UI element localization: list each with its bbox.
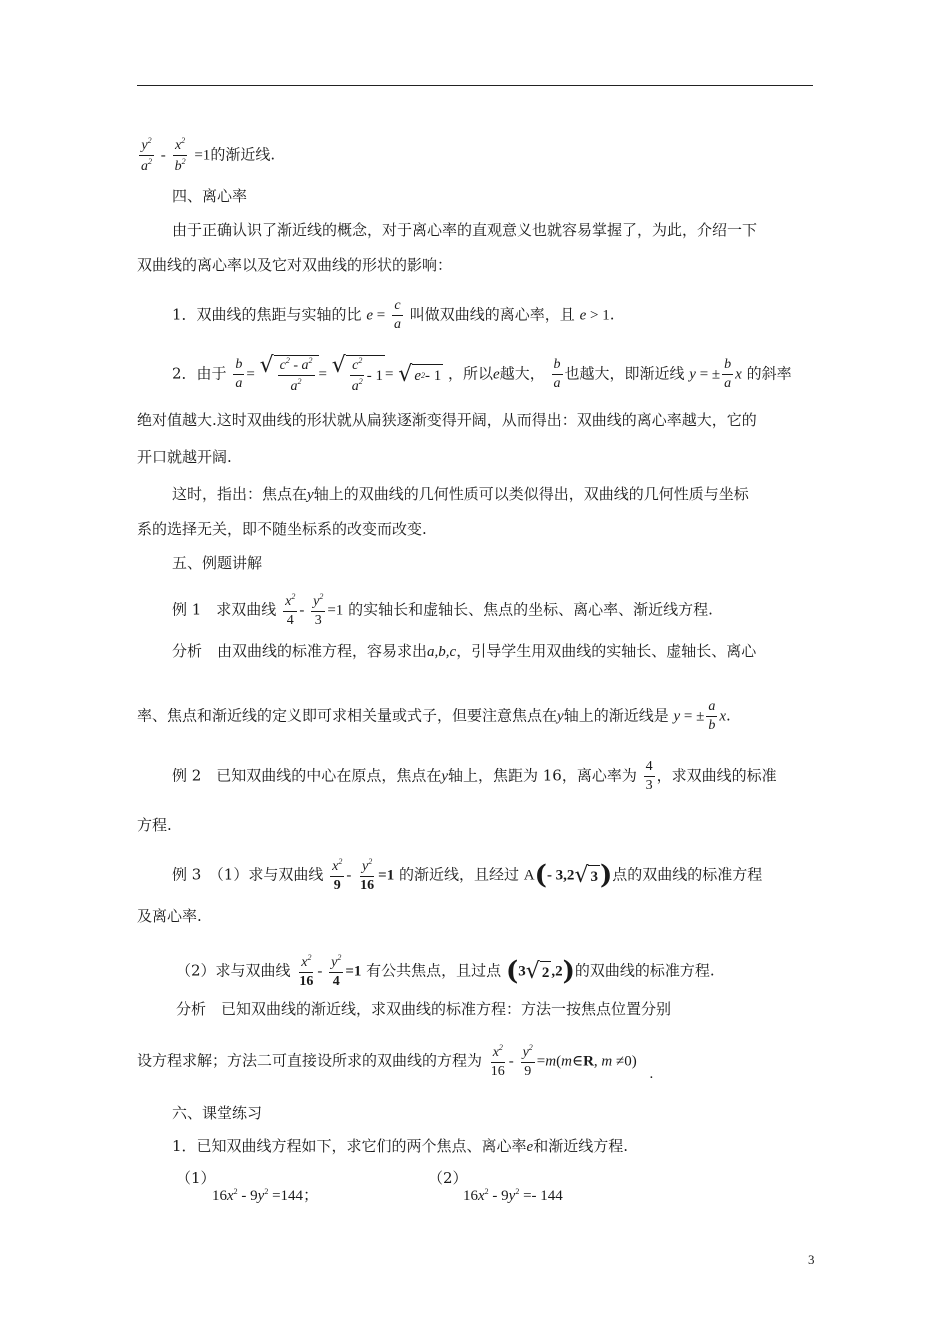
section-heading: 五、例题讲解 — [172, 554, 263, 572]
text: 例 2 已知双曲线的中心在原点，焦点在 — [172, 766, 442, 785]
text: 的斜率 — [746, 364, 792, 383]
fraction: $\frac{x^2}{16}$ — [299, 953, 314, 989]
text: 和渐近线方程. — [533, 1137, 628, 1155]
text: 轴上的渐近线是 — [563, 706, 669, 725]
sqrt: √ e 2 - 1 — [398, 361, 442, 387]
text: ，求双曲线的标准 — [656, 766, 777, 785]
text: 的渐近线，且经过 — [398, 865, 519, 884]
paragraph-line: 系的选择无关，即不随坐标系的改变而改变. — [137, 520, 427, 538]
paragraph-line: 绝对值越大.这时双曲线的形状就从扁狭逐渐变得开阔，从而得出：双曲线的离心率越大，它的 — [137, 411, 757, 429]
exercise-equation: $16x^2 - 9y^2 =- 144$ — [463, 1187, 563, 1204]
text: 的实轴长和虚轴长、焦点的坐标、离心率、渐近线方程. — [348, 600, 713, 619]
fraction: $\frac{4}{3}$ — [645, 759, 653, 793]
analysis-line: 设方程求解；方法二可直接设所求的双曲线的方程为 $\frac{x^2}{16}$ - $\frac{y^2}{9}$ =m(m∈R, m ≠0) . — [137, 1043, 654, 1082]
example-line: （2）求与双曲线 $\frac{x^2}{16}$ - $\frac{y^2}{4}$ =1 有公共焦点，且过点 (3 √ 2 ,2)的双曲线的标准方程. — [176, 953, 715, 989]
text: 越大， — [499, 364, 545, 383]
text: 率、焦点和渐近线的定义即可求相关量或式子，但要注意焦点在 — [137, 706, 558, 725]
fraction: $\frac{x^2}{9}$ — [332, 857, 343, 893]
paragraph-line: 开口就越开阔. — [137, 448, 232, 466]
text: 例 3 （1）求与双曲线 — [172, 865, 324, 884]
example-line: 例 1 求双曲线 $\frac{x^2}{4}$ - $\frac{y^2}{3}$ =1 的实轴长和虚轴长、焦点的坐标、离心率、渐近线方程. — [172, 592, 713, 628]
text: 2．由于 — [172, 364, 227, 383]
example-line: 例 3 （1）求与双曲线 $\frac{x^2}{9}$ - $\frac{y^2}{16}$ =1 的渐近线，且经过 A(- 3,2 √ 3 )点的双曲线的标准方程 — [172, 857, 763, 893]
text: 轴上，焦距为 16，离心率为 — [448, 766, 637, 785]
fraction: $\frac{a}{b}$ — [708, 699, 716, 733]
paragraph-line: 双曲线的离心率以及它对双曲线的形状的影响： — [137, 256, 453, 274]
symbol: e — [493, 366, 500, 383]
paragraph-line: 由于正确认识了渐近线的概念，对于离心率的直观意义也就容易掌握了，为此，介绍一下 — [172, 221, 758, 239]
sqrt: √ $\frac{c^2}{a^2}$ - 1 — [331, 353, 384, 394]
text: 有公共焦点，且过点 — [366, 961, 502, 980]
text: 例 1 求双曲线 — [172, 600, 277, 619]
text: 1．双曲线的焦距与实轴的比 — [172, 305, 362, 324]
text: 这时，指出：焦点在 — [172, 485, 308, 503]
fraction: $\frac{b}{a}$ — [724, 357, 732, 391]
section-heading: 六、课堂练习 — [172, 1104, 263, 1122]
sqrt: √ $\frac{c^2 - a^2}{a^2}$ — [260, 355, 319, 394]
fraction: $\frac{y^2}{3}$ — [313, 592, 324, 628]
exercise-label: （1） — [176, 1169, 216, 1187]
text: 叫做双曲线的离心率，且 — [409, 305, 575, 324]
fraction: $\frac{c}{a}$ — [394, 298, 401, 332]
list-item: 2．由于 $\frac{b}{a}$ = √ $\frac{c^2 - a^2}{a^2}$ = √ $\frac{c^2}{a^2}$ - 1 = √ e 2 - 1 ，所以e越大， $\frac{b}{a}$ 也越大，即渐近线 y = ± $\frac{b}{a}$ x 的斜率 — [172, 353, 792, 394]
text: （2）求与双曲线 — [176, 961, 291, 980]
text: 轴上的双曲线的几何性质可以类似得出，双曲线的几何性质与坐标 — [313, 485, 749, 503]
exercise-equation: $16x^2 - 9y^2 =144$； — [212, 1187, 319, 1204]
analysis-line: 率、焦点和渐近线的定义即可求相关量或式子，但要注意焦点在y轴上的渐近线是 y = ± $\frac{a}{b}$ x. — [137, 699, 731, 733]
fraction: $\frac{y^2}{a^2}$ — [141, 136, 152, 174]
text: 分析 由双曲线的标准方程，容易求出 — [172, 642, 428, 660]
fraction: $\frac{y^2}{4}$ — [331, 953, 342, 989]
text: 1．已知双曲线方程如下，求它们的两个焦点、离心率 — [172, 1137, 527, 1155]
header-rule — [137, 85, 813, 86]
section-heading: 四、离心率 — [172, 187, 248, 205]
fraction: $\frac{x^2}{4}$ — [285, 592, 296, 628]
text: 点的双曲线的标准方程 — [612, 865, 763, 884]
paragraph-line — [172, 484, 749, 505]
symbol: y — [307, 487, 314, 503]
text: 也越大，即渐近线 — [564, 364, 685, 383]
fraction: $\frac{x^2}{16}$ — [490, 1043, 505, 1079]
list-item: 1．双曲线的焦距与实轴的比 e = $\frac{c}{a}$ 叫做双曲线的离心率，且 e > 1. — [172, 298, 615, 332]
analysis-line: 分析 已知双曲线的渐近线，求双曲线的标准方程：方法一按焦点位置分别 — [176, 1000, 672, 1018]
example-line: 例 2 已知双曲线的中心在原点，焦点在y轴上，焦距为 16，离心率为 $\frac{4}{3}$ ，求双曲线的标准 — [172, 759, 777, 793]
symbol: ； — [303, 1188, 319, 1204]
fraction: $\frac{y^2}{16}$ — [360, 857, 375, 893]
fraction: $\frac{x^2}{b^2}$ — [174, 136, 186, 174]
fraction: $\frac{y^2}{9}$ — [522, 1043, 533, 1079]
fraction: $\frac{b}{a}$ — [235, 357, 243, 391]
analysis-line — [172, 641, 756, 662]
text: ，所以 — [448, 364, 494, 383]
text: ，引导学生用双曲线的实轴长、虚轴长、离心 — [456, 642, 757, 660]
text: 的双曲线的标准方程. — [574, 961, 715, 980]
example-line: 方程. — [137, 816, 172, 834]
exercise-label: （2） — [428, 1169, 468, 1187]
example-line: 及离心率. — [137, 907, 202, 925]
text: 的渐近线. — [210, 145, 276, 164]
text-line: $\frac{y^2}{a^2}$ - $\frac{x^2}{b^2}$ =1的渐近线. — [141, 136, 276, 174]
text: 设方程求解；方法二可直接设所求的双曲线的方程为 — [137, 1051, 483, 1070]
symbol: A — [523, 867, 535, 884]
symbol: a,b,c — [427, 644, 457, 660]
exercise-line — [172, 1136, 628, 1157]
page-number: 3 — [808, 1252, 815, 1267]
symbol: e — [526, 1139, 534, 1155]
fraction: $\frac{b}{a}$ — [553, 357, 561, 391]
